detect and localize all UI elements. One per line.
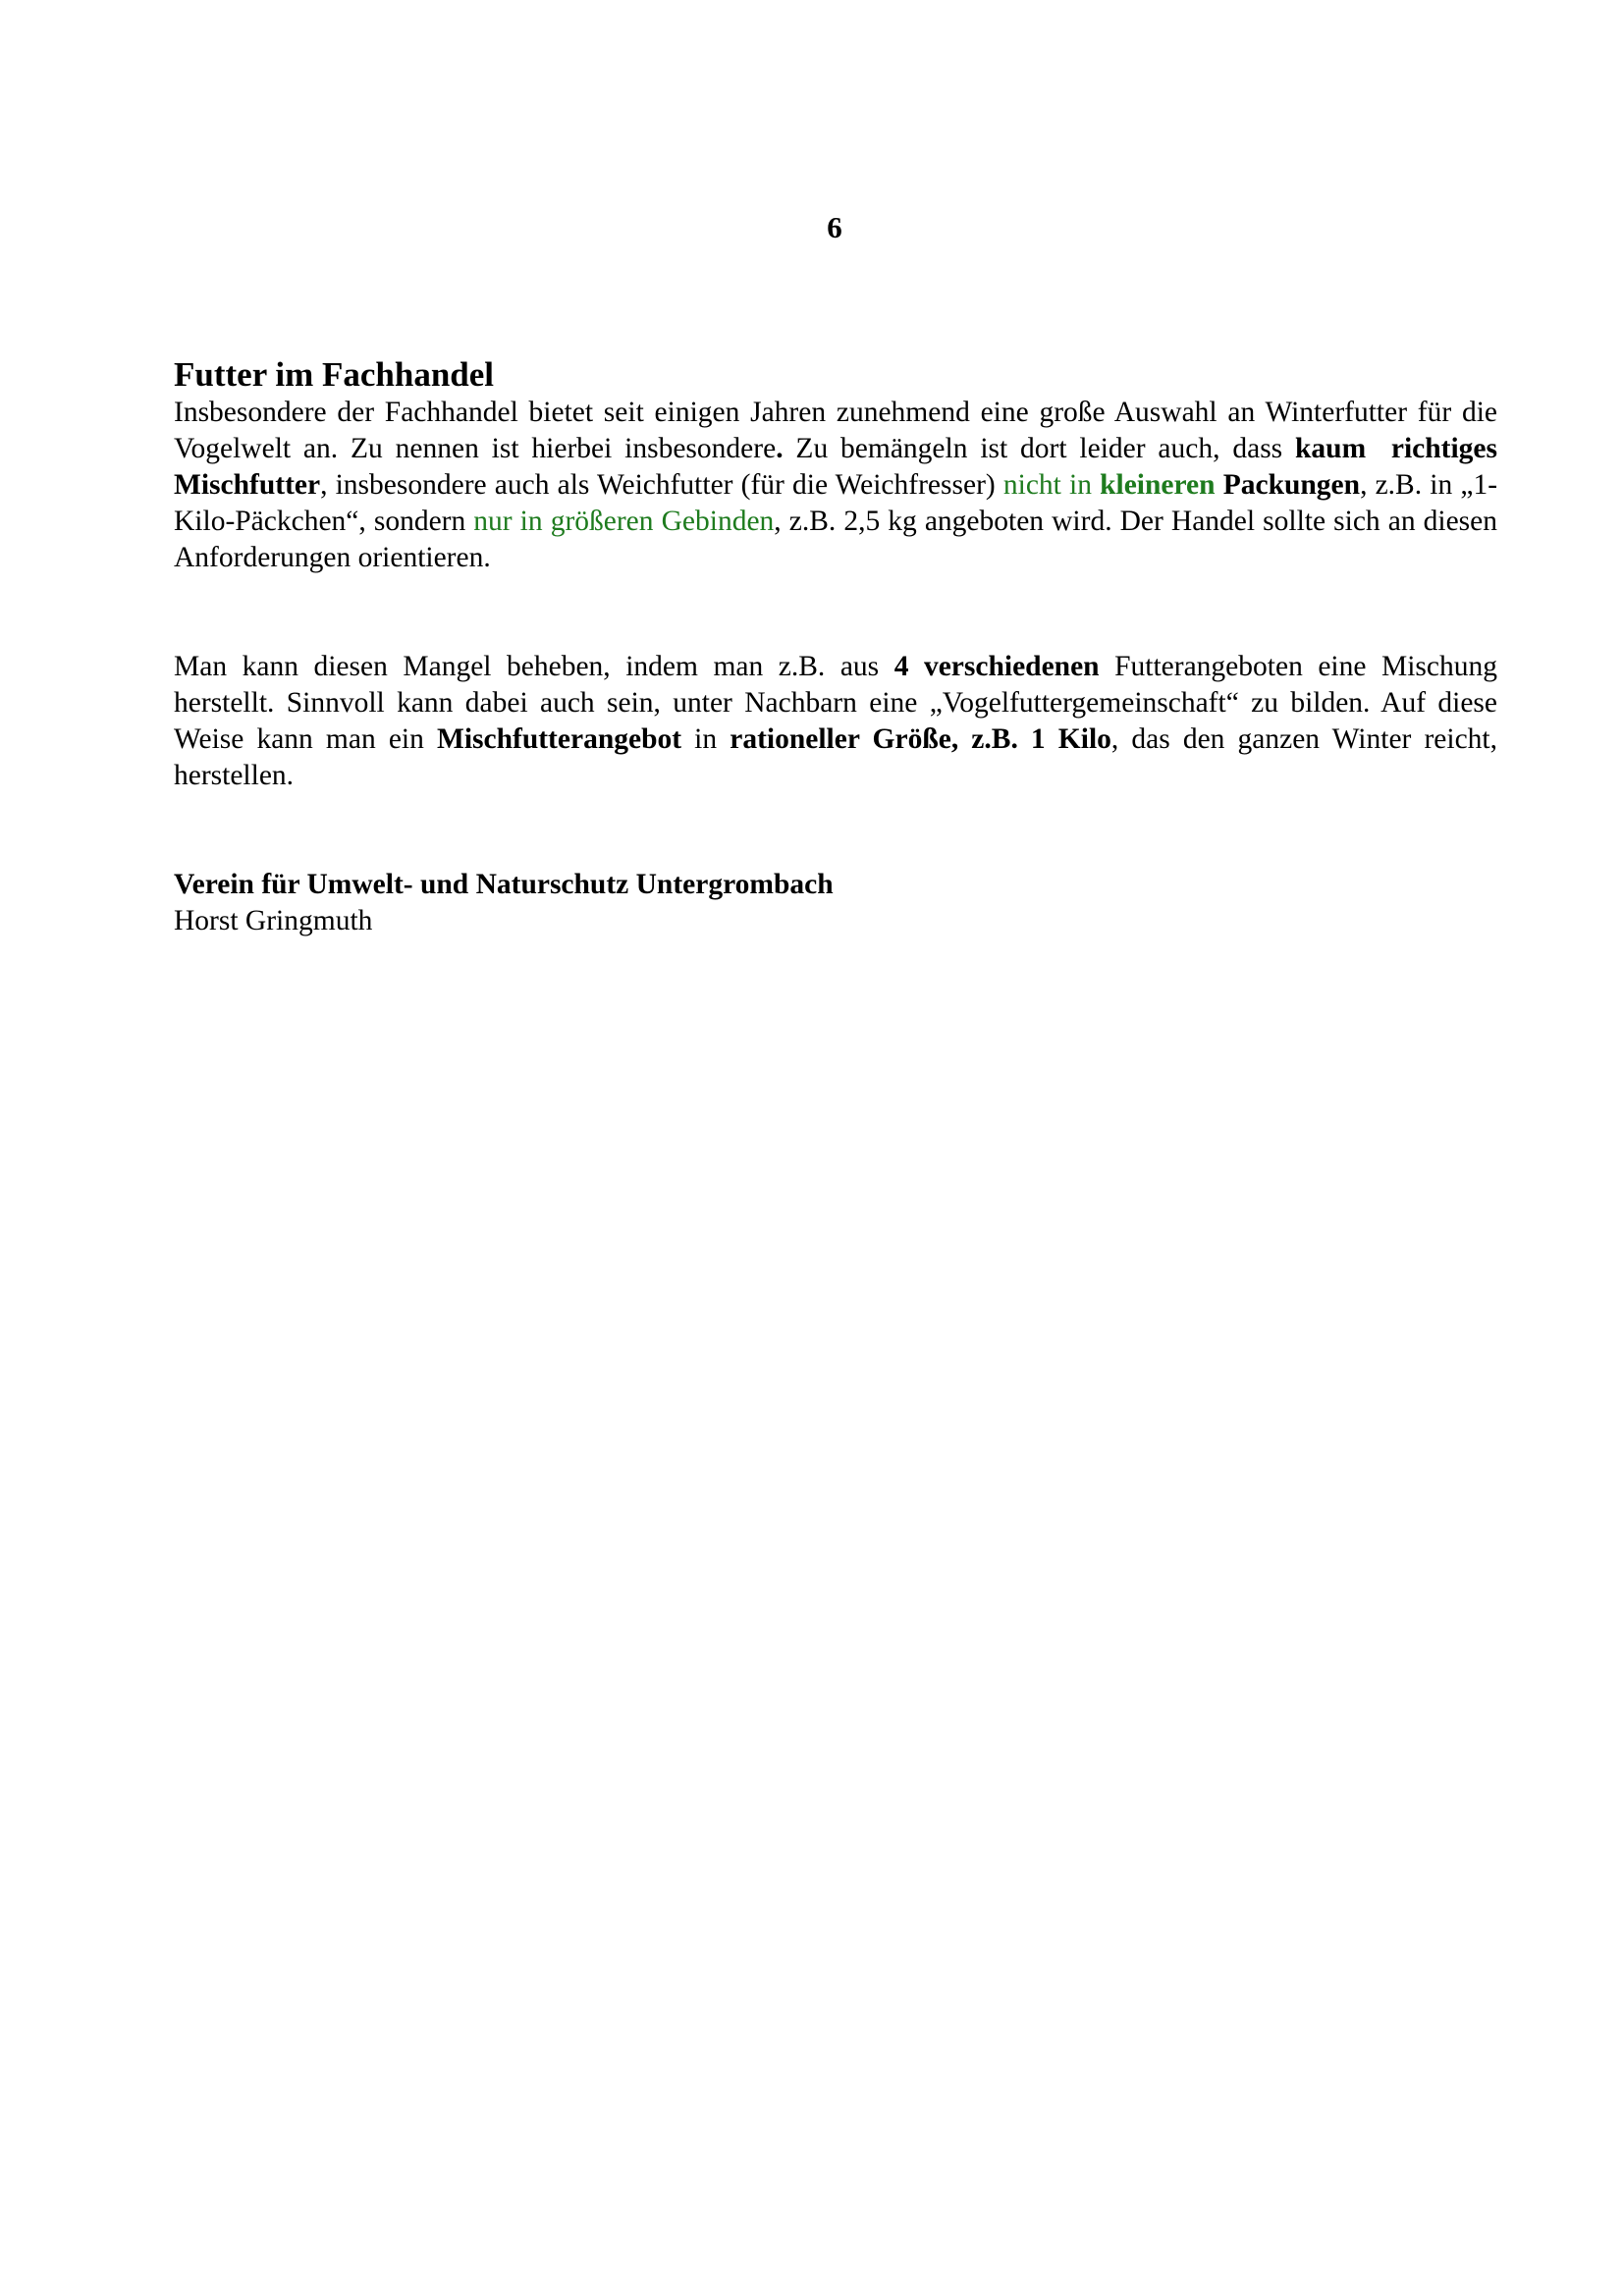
text-run: , z.B. in „1-Kilo-Päckchen“, sondern (174, 469, 1498, 537)
text-run: , insbesondere auch als Weichfutter (für die Weichfresser) (320, 469, 1003, 501)
text-run: , z.B. 2,5 kg angeboten wird. Der Handel sollte sich an diesen Anforderungen orientieren. (174, 506, 1497, 573)
page-number: 6 (827, 210, 842, 244)
text-run: Zu bemängeln ist dort leider auch, dass (783, 433, 1296, 464)
text-run-bold: Mischfutterangebot (436, 723, 682, 755)
text-run: Man kann diesen Mangel beheben, indem man z.B. aus (174, 651, 894, 682)
signature-name: Horst Gringmuth (174, 905, 373, 936)
paragraph-mischung (174, 649, 1497, 794)
text-run-green: nicht in (1002, 469, 1101, 501)
text-run-bold: kaum richtiges Mischfutter (174, 433, 1505, 501)
paragraph-fachhandel (174, 395, 1505, 576)
text-run-green: nur in größeren Gebinden (473, 506, 775, 537)
text-run-bold: . (776, 433, 784, 464)
text-run: , das den ganzen Winter reicht, herstellen. (174, 723, 1497, 791)
text-run-bold: 4 verschiedenen (893, 651, 1100, 682)
text-run: in (681, 723, 730, 755)
text-run: Futterangeboten eine Mischung herstellt. Sinnvoll kann dabei auch sein, unter Nachbarn eine „Vogelfuttergemeinschaft“ zu bilden. Auf diese Weise kann man ein (174, 651, 1498, 755)
signature-block (174, 867, 1497, 939)
signature-organization: Verein für Umwelt- und Naturschutz Untergrombach (174, 869, 834, 900)
text-run: Insbesondere der Fachhandel bietet seit einigen Jahren zunehmend eine große Auswahl an Winterfutter für die Vogelwelt an. Zu nennen ist hierbei insbesondere (174, 397, 1497, 464)
document-body (174, 355, 1505, 939)
text-run (1216, 469, 1223, 501)
section-heading: Futter im Fachhandel (174, 355, 495, 394)
text-run-bold: rationeller Größe, z.B. 1 Kilo (730, 723, 1111, 755)
text-run-green-bold: kleineren (1100, 469, 1216, 501)
text-run-bold: Packungen (1222, 469, 1361, 501)
